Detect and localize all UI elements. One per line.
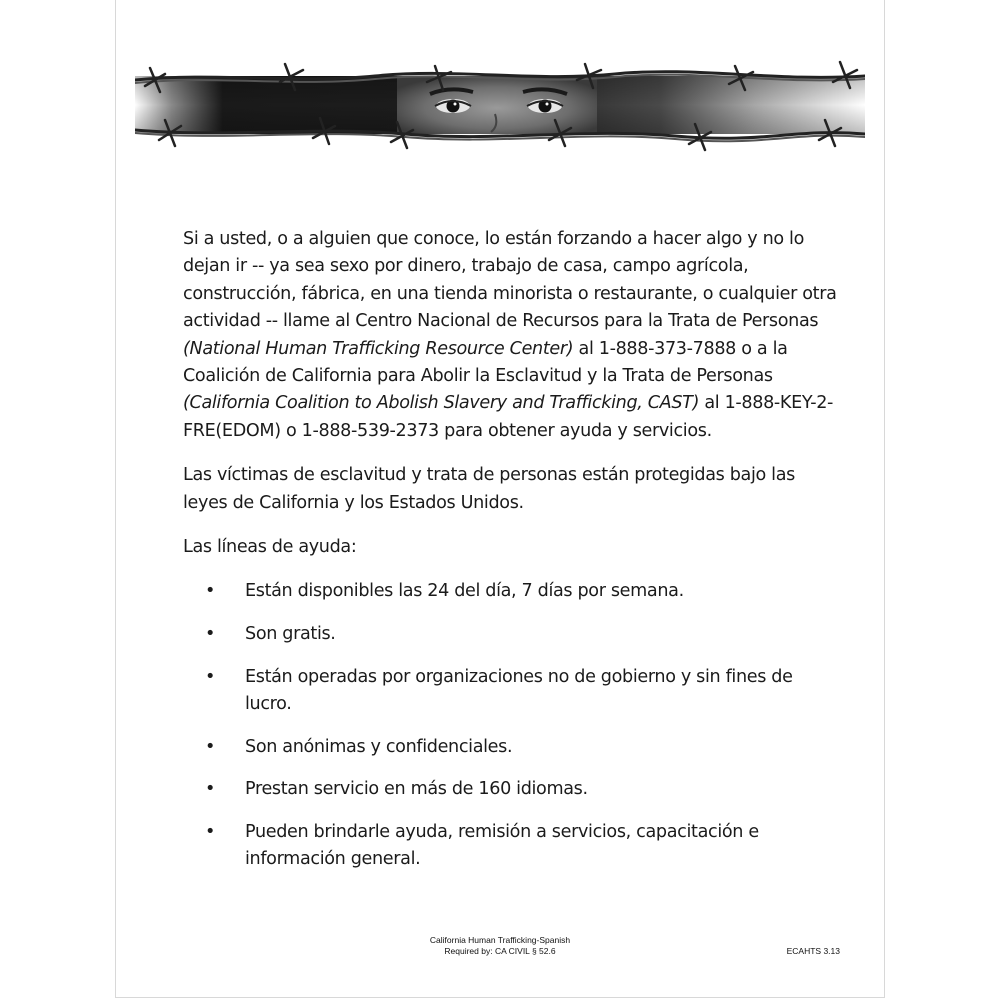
list-item-text: Son anónimas y confidenciales. — [245, 736, 513, 757]
bullet-icon: • — [205, 666, 216, 687]
bullet-icon: • — [205, 779, 216, 800]
list-item — [183, 819, 843, 874]
protection-paragraph: Las víctimas de esclavitud y trata de personas están protegidas bajo las leyes de California y los Estados Unidos. — [183, 465, 795, 513]
footer-requirement: Required by: CA CIVIL § 52.6 — [444, 945, 556, 956]
helplines-list — [183, 578, 843, 873]
list-item-text: Son gratis. — [245, 624, 336, 645]
nhtrc-english-name: (National Human Trafficking Resource Center) — [183, 338, 574, 359]
list-item — [183, 776, 843, 803]
footer-title: California Human Trafficking-Spanish — [429, 935, 571, 945]
notice-body — [183, 226, 843, 889]
footer-code: ECAHTS 3.13 — [786, 946, 840, 956]
intro-text-2: al 1-888-373-7888 o a la Coalición de California para Abolir la Esclavitud y la Trata de Personas — [183, 338, 788, 387]
helplines-heading: Las líneas de ayuda: — [183, 537, 357, 558]
intro-text-1: Si a usted, o a alguien que conoce, lo están forzando a hacer algo y no lo dejan ir -- ya sea sexo por dinero, trabajo de casa, campo agrícola, construcción, fábrica, en una tienda minorista o restaurante, o cualquier otra actividad -- llame al Centro Nacional de Recursos para la Trata de Personas — [183, 229, 837, 332]
barbed-wire-eyes-image — [135, 42, 865, 157]
list-item — [183, 734, 843, 761]
list-item-text: Prestan servicio en más de 160 idiomas. — [245, 779, 588, 800]
footer-legal — [380, 935, 620, 956]
bullet-icon: • — [205, 624, 216, 645]
bullet-icon: • — [205, 821, 216, 842]
list-item-text: Están disponibles las 24 del día, 7 días por semana. — [245, 581, 684, 602]
list-item — [183, 621, 843, 648]
bullet-icon: • — [205, 581, 216, 602]
list-item — [183, 664, 843, 719]
bullet-icon: • — [205, 736, 216, 757]
intro-paragraph — [183, 226, 843, 445]
intro-text-3: al 1-888-KEY-2-FRE(EDOM) o 1-888-539-2373 para obtener ayuda y servicios. — [183, 393, 834, 441]
list-item-text: Pueden brindarle ayuda, remisión a servicios, capacitación e información general. — [245, 821, 759, 870]
list-item-text: Están operadas por organizaciones no de gobierno y sin fines de lucro. — [245, 666, 793, 715]
cast-english-name: (California Coalition to Abolish Slavery and Trafficking, CAST) — [183, 393, 700, 414]
list-item — [183, 578, 843, 605]
